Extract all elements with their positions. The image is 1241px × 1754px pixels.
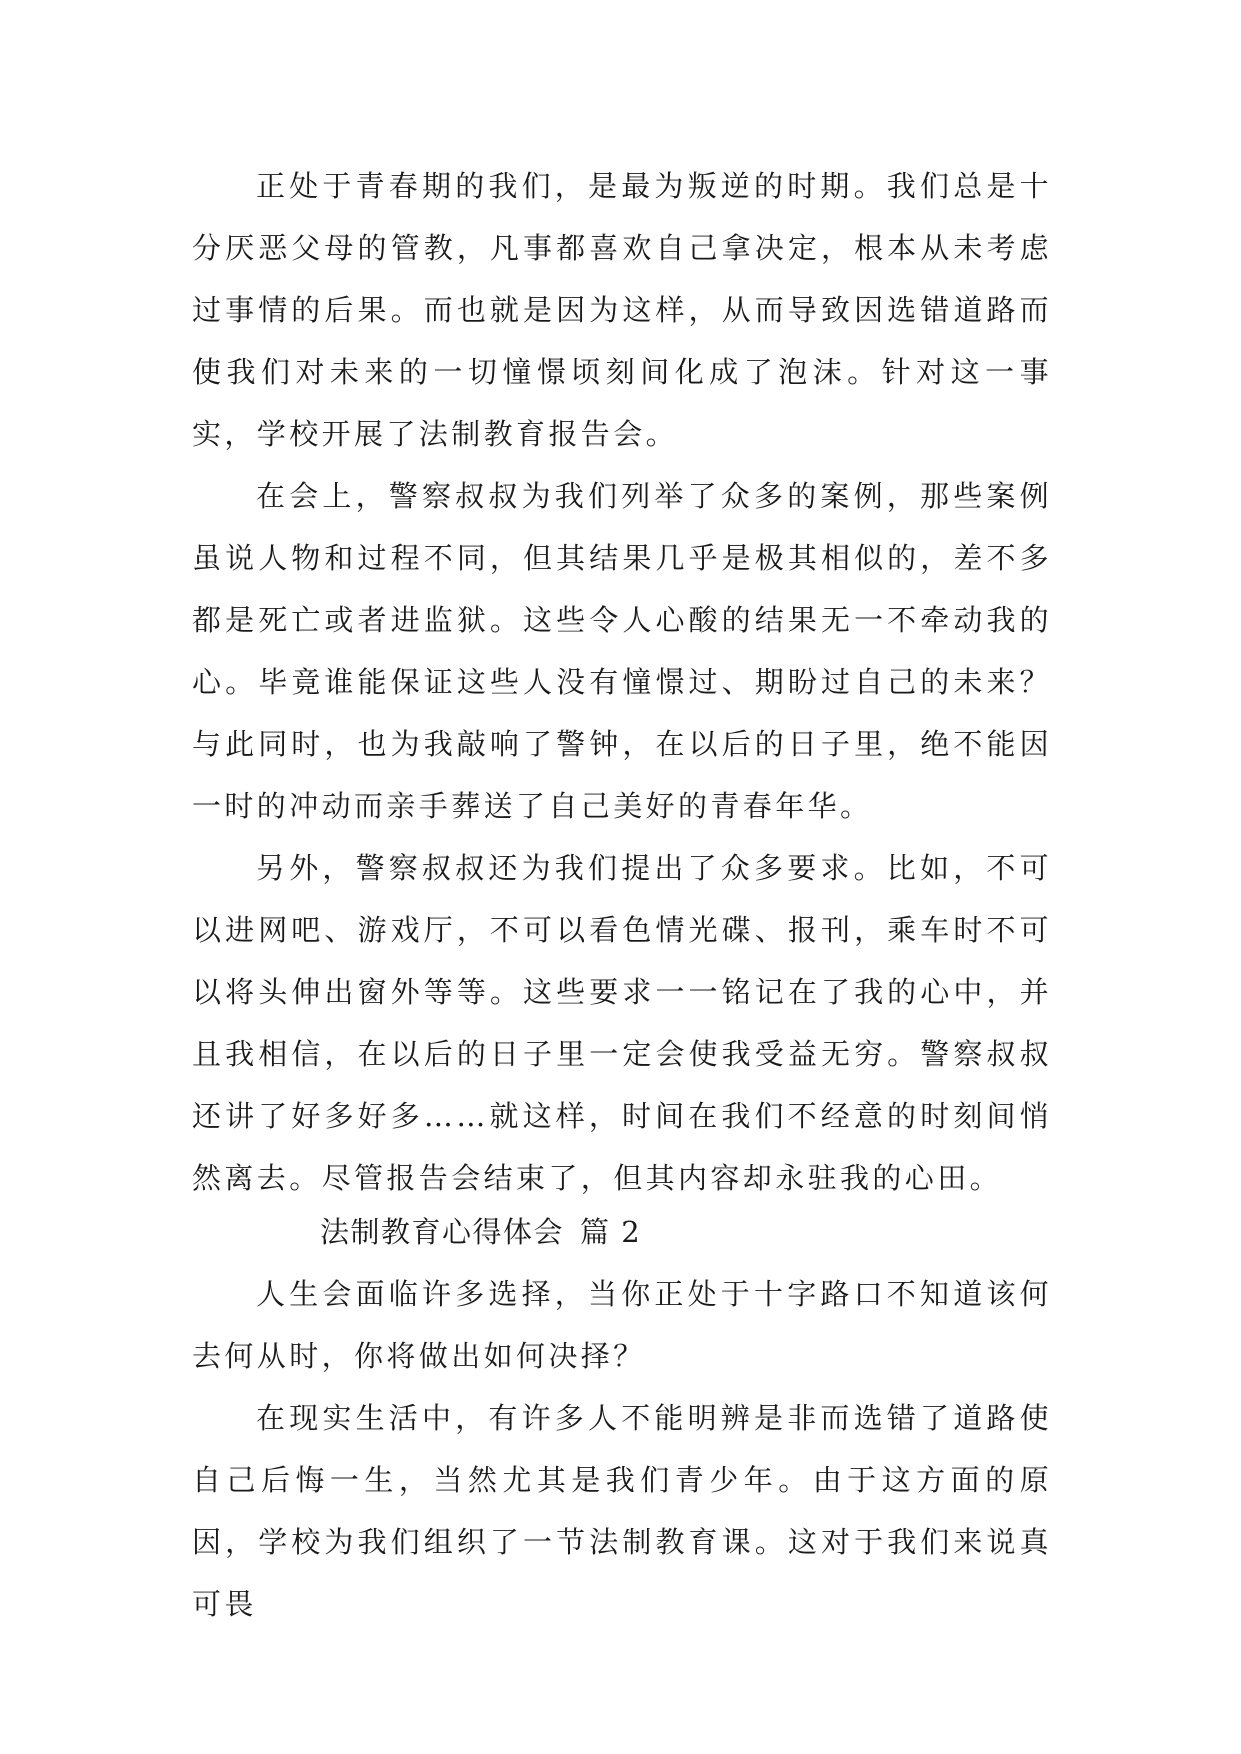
document-body-top bbox=[192, 155, 1052, 1209]
section-part: 篇 2 bbox=[580, 1215, 642, 1249]
paragraph: 人生会面临许多选择，当你正处于十字路口不知道该何去何从时，你将做出如何决择？ bbox=[192, 1277, 1052, 1373]
section-title: 法制教育心得体会 bbox=[320, 1215, 565, 1249]
paragraph: 在现实生活中，有许多人不能明辨是非而选错了道路使自己后悔一生，当然尤其是我们青少年。由于这方面的原因，学校为我们组织了一节法制教育课。这对于我们来说真可畏 bbox=[192, 1401, 1052, 1621]
document-body-bottom bbox=[192, 1201, 1052, 1635]
section-heading bbox=[192, 1201, 1052, 1263]
paragraph: 在会上，警察叔叔为我们列举了众多的案例，那些案例虽说人物和过程不同，但其结果几乎是极其相似的，差不多都是死亡或者进监狱。这些令人心酸的结果无一不牵动我的心。毕竟谁能保证这些人没有憧憬过、期盼过自己的未来？与此同时，也为我敲响了警钟，在以后的日子里，绝不能因一时的冲动而亲手葬送了自己美好的青春年华。 bbox=[192, 479, 1052, 823]
paragraph: 正处于青春期的我们，是最为叛逆的时期。我们总是十分厌恶父母的管教，凡事都喜欢自己拿决定，根本从未考虑过事情的后果。而也就是因为这样，从而导致因选错道路而使我们对未来的一切憧憬顷刻间化成了泡沫。针对这一事实，学校开展了法制教育报告会。 bbox=[192, 169, 1052, 451]
paragraph: 另外，警察叔叔还为我们提出了众多要求。比如，不可以进网吧、游戏厅，不可以看色情光碟、报刊，乘车时不可以将头伸出窗外等等。这些要求一一铭记在了我的心中，并且我相信，在以后的日子里一定会使我受益无穷。警察叔叔还讲了好多好多……就这样，时间在我们不经意的时刻间悄然离去。尽管报告会结束了，但其内容却永驻我的心田。 bbox=[192, 851, 1052, 1195]
